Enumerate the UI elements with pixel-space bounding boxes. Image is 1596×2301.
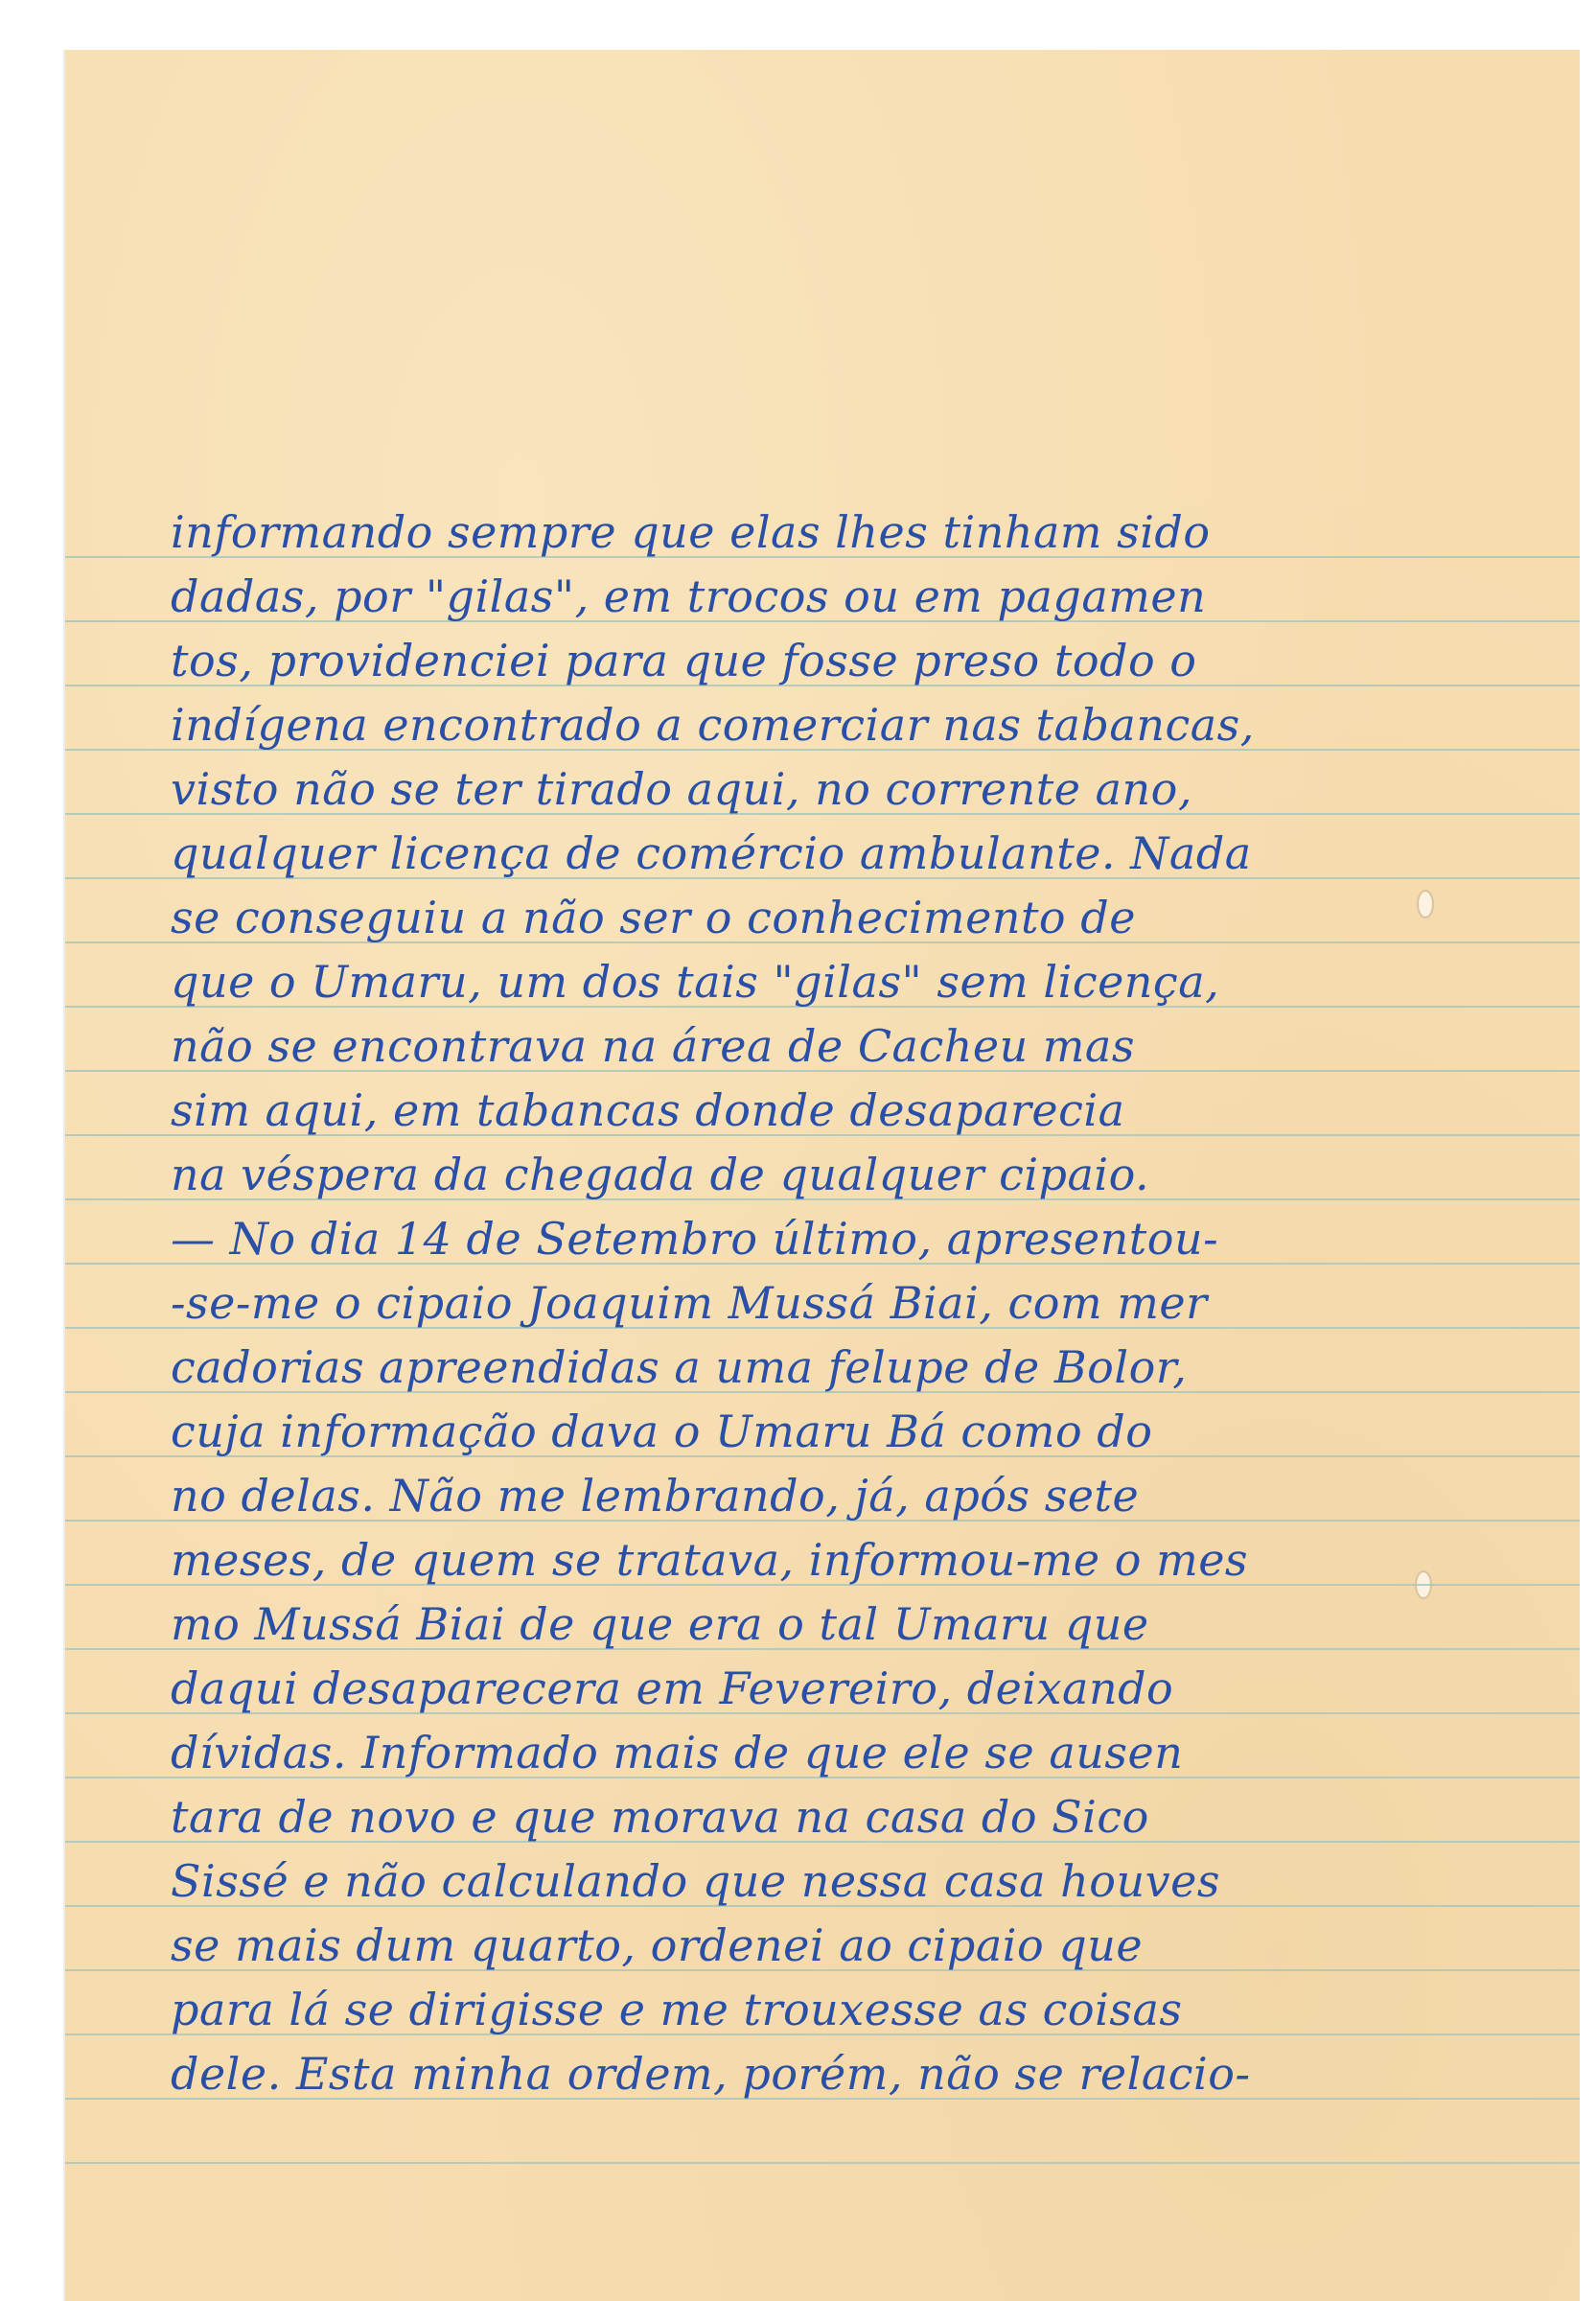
text-line: cadorias apreendidas a uma felupe de Bolor, bbox=[171, 1341, 1188, 1393]
text-line: visto não se ter tirado aqui, no corrente ano, bbox=[171, 763, 1192, 815]
text-line: na véspera da chegada de qualquer cipaio. bbox=[171, 1149, 1150, 1200]
text-line: dívidas. Informado mais de que ele se ausen bbox=[171, 1727, 1184, 1778]
text-line: Sissé e não calculando que nessa casa houves bbox=[171, 1855, 1220, 1907]
text-line: daqui desaparecera em Fevereiro, deixando bbox=[171, 1662, 1174, 1714]
text-line: qualquer licença de comércio ambulante. Nada bbox=[171, 827, 1252, 879]
punch-hole bbox=[1417, 890, 1434, 918]
text-line: -se-me o cipaio Joaquim Mussá Biai, com mer bbox=[171, 1277, 1208, 1329]
text-line: informando sempre que elas lhes tinham sido bbox=[171, 506, 1211, 558]
text-line: indígena encontrado a comerciar nas tabancas, bbox=[171, 699, 1255, 751]
text-line: — No dia 14 de Setembro último, apresentou- bbox=[171, 1213, 1219, 1265]
text-line: meses, de quem se tratava, informou-me o mes bbox=[171, 1534, 1249, 1586]
text-line: não se encontrava na área de Cacheu mas bbox=[171, 1020, 1135, 1072]
text-line: sim aqui, em tabancas donde desaparecia bbox=[171, 1084, 1125, 1136]
text-line: se mais dum quarto, ordenei ao cipaio que bbox=[171, 1919, 1144, 1971]
text-line: dadas, por "gilas", em trocos ou em pagamen bbox=[171, 570, 1207, 622]
text-line: no delas. Não me lembrando, já, após sete bbox=[171, 1470, 1140, 1522]
text-line: se conseguiu a não ser o conhecimento de bbox=[171, 892, 1136, 943]
text-line: para lá se dirigisse e me trouxesse as coisas bbox=[171, 1984, 1183, 2035]
text-line: que o Umaru, um dos tais "gilas" sem licença, bbox=[171, 956, 1220, 1008]
ruled-line bbox=[65, 2162, 1580, 2164]
text-line: cuja informação dava o Umaru Bá como do bbox=[171, 1406, 1153, 1457]
text-line: dele. Esta minha ordem, porém, não se relacio- bbox=[171, 2048, 1251, 2100]
text-line: tos, providenciei para que fosse preso todo o bbox=[171, 635, 1197, 686]
text-line: tara de novo e que morava na casa do Sico bbox=[171, 1791, 1149, 1843]
text-line: mo Mussá Biai de que era o tal Umaru que bbox=[171, 1598, 1149, 1650]
